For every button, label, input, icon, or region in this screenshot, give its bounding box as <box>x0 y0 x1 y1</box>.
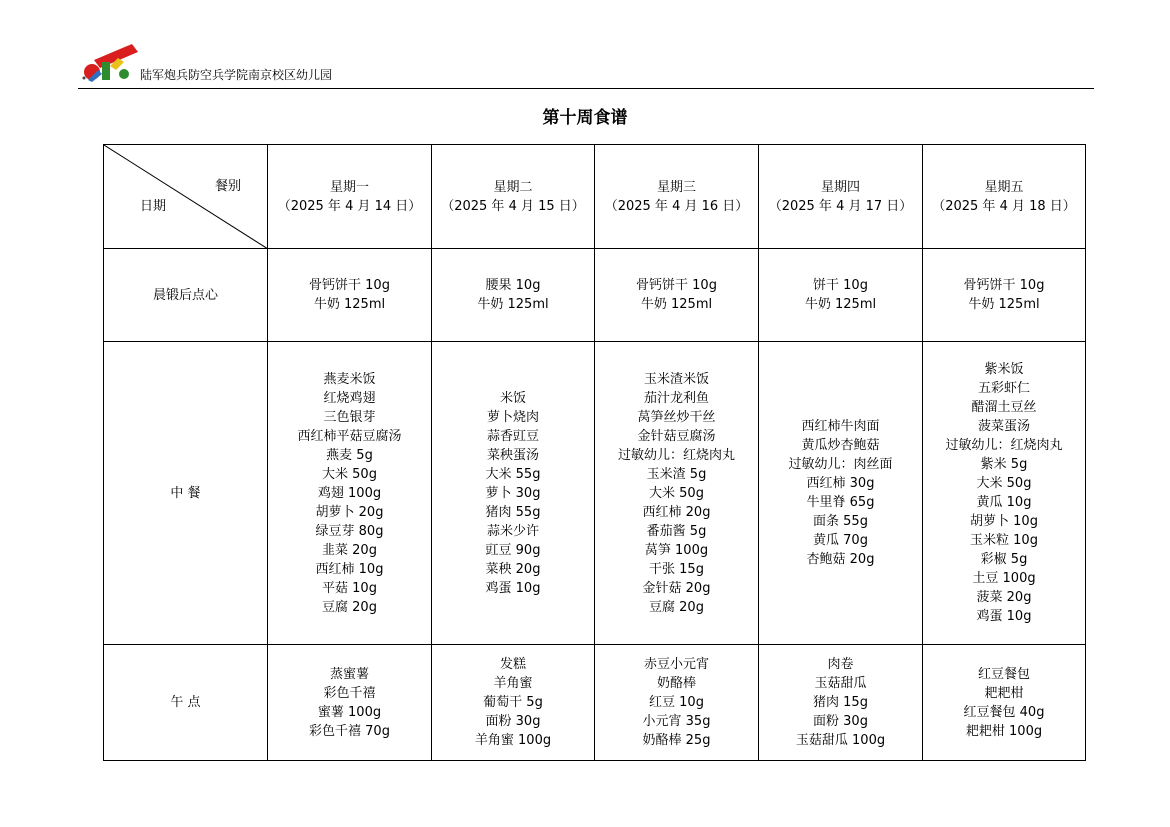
menu-item: 牛奶 125ml <box>968 297 1040 312</box>
menu-item: 牛奶 125ml <box>640 297 713 312</box>
school-name: 陆军炮兵防空兵学院南京校区幼儿园 <box>140 68 333 82</box>
menu-item: 鸡蛋 10g <box>485 580 541 596</box>
menu-item: 小元宵 35g <box>642 714 711 729</box>
menu-cell <box>759 249 923 342</box>
menu-item: 牛奶 125ml <box>804 297 877 312</box>
menu-item: 骨钙饼干 10g <box>636 278 717 293</box>
menu-item: 西红柿牛肉面 <box>801 419 880 434</box>
menu-item: 蒸蜜薯 <box>329 666 369 682</box>
kindergarten-logo <box>80 40 142 84</box>
menu-item: 平菇 10g <box>322 580 377 596</box>
menu-item: 蒜香豇豆 <box>486 428 539 444</box>
menu-item: 彩色千禧 <box>323 685 376 701</box>
menu-item: 奶酪棒 25g <box>642 733 711 748</box>
day-date: （2025 年 4 月 17 日） <box>768 198 913 214</box>
menu-item: 玉菇甜瓜 <box>814 676 867 691</box>
day-header <box>923 145 1086 249</box>
menu-item: 黄瓜炒杏鲍菇 <box>801 438 880 453</box>
menu-item: 猪肉 15g <box>813 695 868 710</box>
menu-item: 牛奶 125ml <box>477 297 549 312</box>
menu-item: 豆腐 20g <box>649 599 704 615</box>
menu-cell <box>432 342 595 645</box>
menu-item: 耙耙柑 <box>984 685 1024 701</box>
menu-item: 燕麦米饭 <box>323 371 376 387</box>
menu-item: 豇豆 90g <box>485 542 541 558</box>
menu-item: 彩椒 5g <box>980 552 1028 567</box>
menu-cell <box>432 645 595 761</box>
menu-item: 蜜薯 100g <box>317 704 382 720</box>
menu-item: 菜秧蛋汤 <box>486 447 539 463</box>
menu-item: 大米 50g <box>322 466 377 482</box>
menu-item: 红豆餐包 40g <box>963 704 1045 720</box>
menu-item: 燕麦 5g <box>326 447 373 463</box>
menu-item: 大米 50g <box>976 476 1032 491</box>
menu-item: 绿豆芽 80g <box>315 523 384 539</box>
meal-label-cell <box>104 249 268 342</box>
menu-item: 大米 55g <box>485 466 541 482</box>
menu-item: 土豆 100g <box>972 571 1036 586</box>
menu-item: 猪肉 55g <box>485 504 541 520</box>
menu-item: 菜秧 20g <box>485 561 541 577</box>
menu-cell <box>923 645 1086 761</box>
menu-item: 胡萝卜 10g <box>970 514 1038 529</box>
menu-item: 紫米 5g <box>980 457 1028 472</box>
menu-item: 胡萝卜 20g <box>315 504 384 520</box>
menu-item: 过敏幼儿：红烧肉丸 <box>617 447 735 463</box>
menu-item: 金针菇 20g <box>642 580 711 596</box>
meal-row <box>104 249 1086 342</box>
menu-item: 羊角蜜 100g <box>474 733 552 748</box>
menu-item: 过敏幼儿：红烧肉丸 <box>945 438 1063 453</box>
menu-item: 茄汁龙利鱼 <box>643 390 709 406</box>
menu-cell <box>595 342 759 645</box>
menu-item: 过敏幼儿：肉丝面 <box>788 457 893 472</box>
meal-name: 中 餐 <box>170 485 201 501</box>
menu-cell <box>432 249 595 342</box>
day-header <box>268 145 432 249</box>
day-date: （2025 年 4 月 16 日） <box>604 198 749 214</box>
day-name: 星期五 <box>984 179 1024 195</box>
menu-item: 蒜米少许 <box>486 523 539 539</box>
meal-row <box>104 645 1086 761</box>
menu-item: 腰果 10g <box>485 278 541 293</box>
menu-item: 奶酪棒 <box>656 676 696 691</box>
menu-item: 西红柿 30g <box>806 476 875 491</box>
menu-cell <box>268 249 432 342</box>
menu-item: 黄瓜 70g <box>813 533 868 548</box>
menu-item: 菠菜蛋汤 <box>977 419 1030 434</box>
menu-item: 萝卜 30g <box>485 485 541 501</box>
day-header <box>432 145 595 249</box>
menu-item: 紫米饭 <box>984 362 1024 377</box>
menu-item: 醋溜土豆丝 <box>971 400 1037 415</box>
day-name: 星期二 <box>493 179 533 195</box>
page-title: 第十周食谱 <box>542 108 628 128</box>
day-date: （2025 年 4 月 15 日） <box>441 198 585 214</box>
menu-item: 红豆 10g <box>649 695 704 710</box>
menu-item: 鸡蛋 10g <box>976 609 1032 624</box>
day-header <box>595 145 759 249</box>
menu-cell <box>923 342 1086 645</box>
day-name: 星期四 <box>820 179 860 195</box>
menu-item: 牛奶 125ml <box>313 297 386 312</box>
menu-item: 面粉 30g <box>485 714 541 729</box>
meal-label-cell <box>104 645 268 761</box>
menu-cell <box>595 645 759 761</box>
page-header <box>78 40 1094 89</box>
menu-cell <box>923 249 1086 342</box>
menu-item: 干张 15g <box>649 561 704 577</box>
menu-item: 红烧鸡翅 <box>323 390 376 406</box>
menu-item: 米饭 <box>499 390 526 406</box>
meal-label: 餐别 <box>214 179 241 194</box>
corner-cell <box>104 145 268 249</box>
menu-item: 赤豆小元宵 <box>643 657 709 672</box>
menu-item: 骨钙饼干 10g <box>309 278 390 293</box>
menu-item: 豆腐 20g <box>322 599 377 615</box>
menu-item: 耙耙柑 100g <box>965 723 1043 739</box>
menu-item: 羊角蜜 <box>493 676 533 691</box>
menu-item: 玉米粒 10g <box>970 533 1038 548</box>
menu-item: 饼干 10g <box>813 278 868 293</box>
menu-item: 彩色千禧 70g <box>309 723 390 739</box>
menu-item: 面粉 30g <box>813 714 868 729</box>
menu-item: 莴笋丝炒干丝 <box>637 409 716 425</box>
menu-item: 玉菇甜瓜 100g <box>795 733 886 748</box>
menu-item: 金针菇豆腐汤 <box>637 428 716 444</box>
menu-item: 五彩虾仁 <box>977 381 1030 396</box>
diagonal-divider <box>104 145 268 249</box>
day-date: （2025 年 4 月 18 日） <box>932 198 1076 214</box>
menu-item: 骨钙饼干 10g <box>963 278 1045 293</box>
meal-name: 午 点 <box>170 695 201 710</box>
menu-item: 玉米渣 5g <box>646 466 707 482</box>
menu-item: 鸡翅 100g <box>317 485 382 501</box>
menu-item: 西红柿 10g <box>315 561 384 577</box>
menu-cell <box>759 645 923 761</box>
menu-item: 大米 50g <box>649 485 704 501</box>
menu-item: 西红柿 20g <box>642 504 711 520</box>
menu-item: 莴笋 100g <box>644 542 709 558</box>
menu-item: 黄瓜 10g <box>976 495 1032 510</box>
day-header <box>759 145 923 249</box>
day-date: （2025 年 4 月 14 日） <box>277 198 422 214</box>
menu-item: 韭菜 20g <box>322 542 377 558</box>
menu-cell <box>759 342 923 645</box>
menu-item: 玉米渣米饭 <box>643 371 709 387</box>
menu-item: 菠菜 20g <box>976 590 1032 605</box>
menu-item: 三色银芽 <box>323 409 376 425</box>
meal-name: 晨锻后点心 <box>152 287 218 303</box>
menu-cell <box>595 249 759 342</box>
menu-item: 葡萄干 5g <box>483 695 543 710</box>
menu-item: 番茄酱 5g <box>646 523 707 539</box>
meal-label-cell <box>104 342 268 645</box>
menu-item: 面条 55g <box>813 514 868 529</box>
menu-item: 西红柿平菇豆腐汤 <box>297 428 402 444</box>
day-name: 星期一 <box>329 179 369 195</box>
menu-table <box>103 144 1086 761</box>
menu-item: 萝卜烧肉 <box>486 409 539 425</box>
menu-item: 发糕 <box>499 657 526 672</box>
date-label: 日期 <box>140 199 167 214</box>
menu-item: 牛里脊 65g <box>806 495 875 510</box>
menu-item: 杏鲍菇 20g <box>806 552 875 567</box>
menu-cell <box>268 342 432 645</box>
menu-cell <box>268 645 432 761</box>
day-name: 星期三 <box>656 179 696 195</box>
menu-item: 红豆餐包 <box>977 666 1030 682</box>
meal-row <box>104 342 1086 645</box>
menu-item: 肉卷 <box>827 657 854 672</box>
header-row <box>104 145 1086 249</box>
